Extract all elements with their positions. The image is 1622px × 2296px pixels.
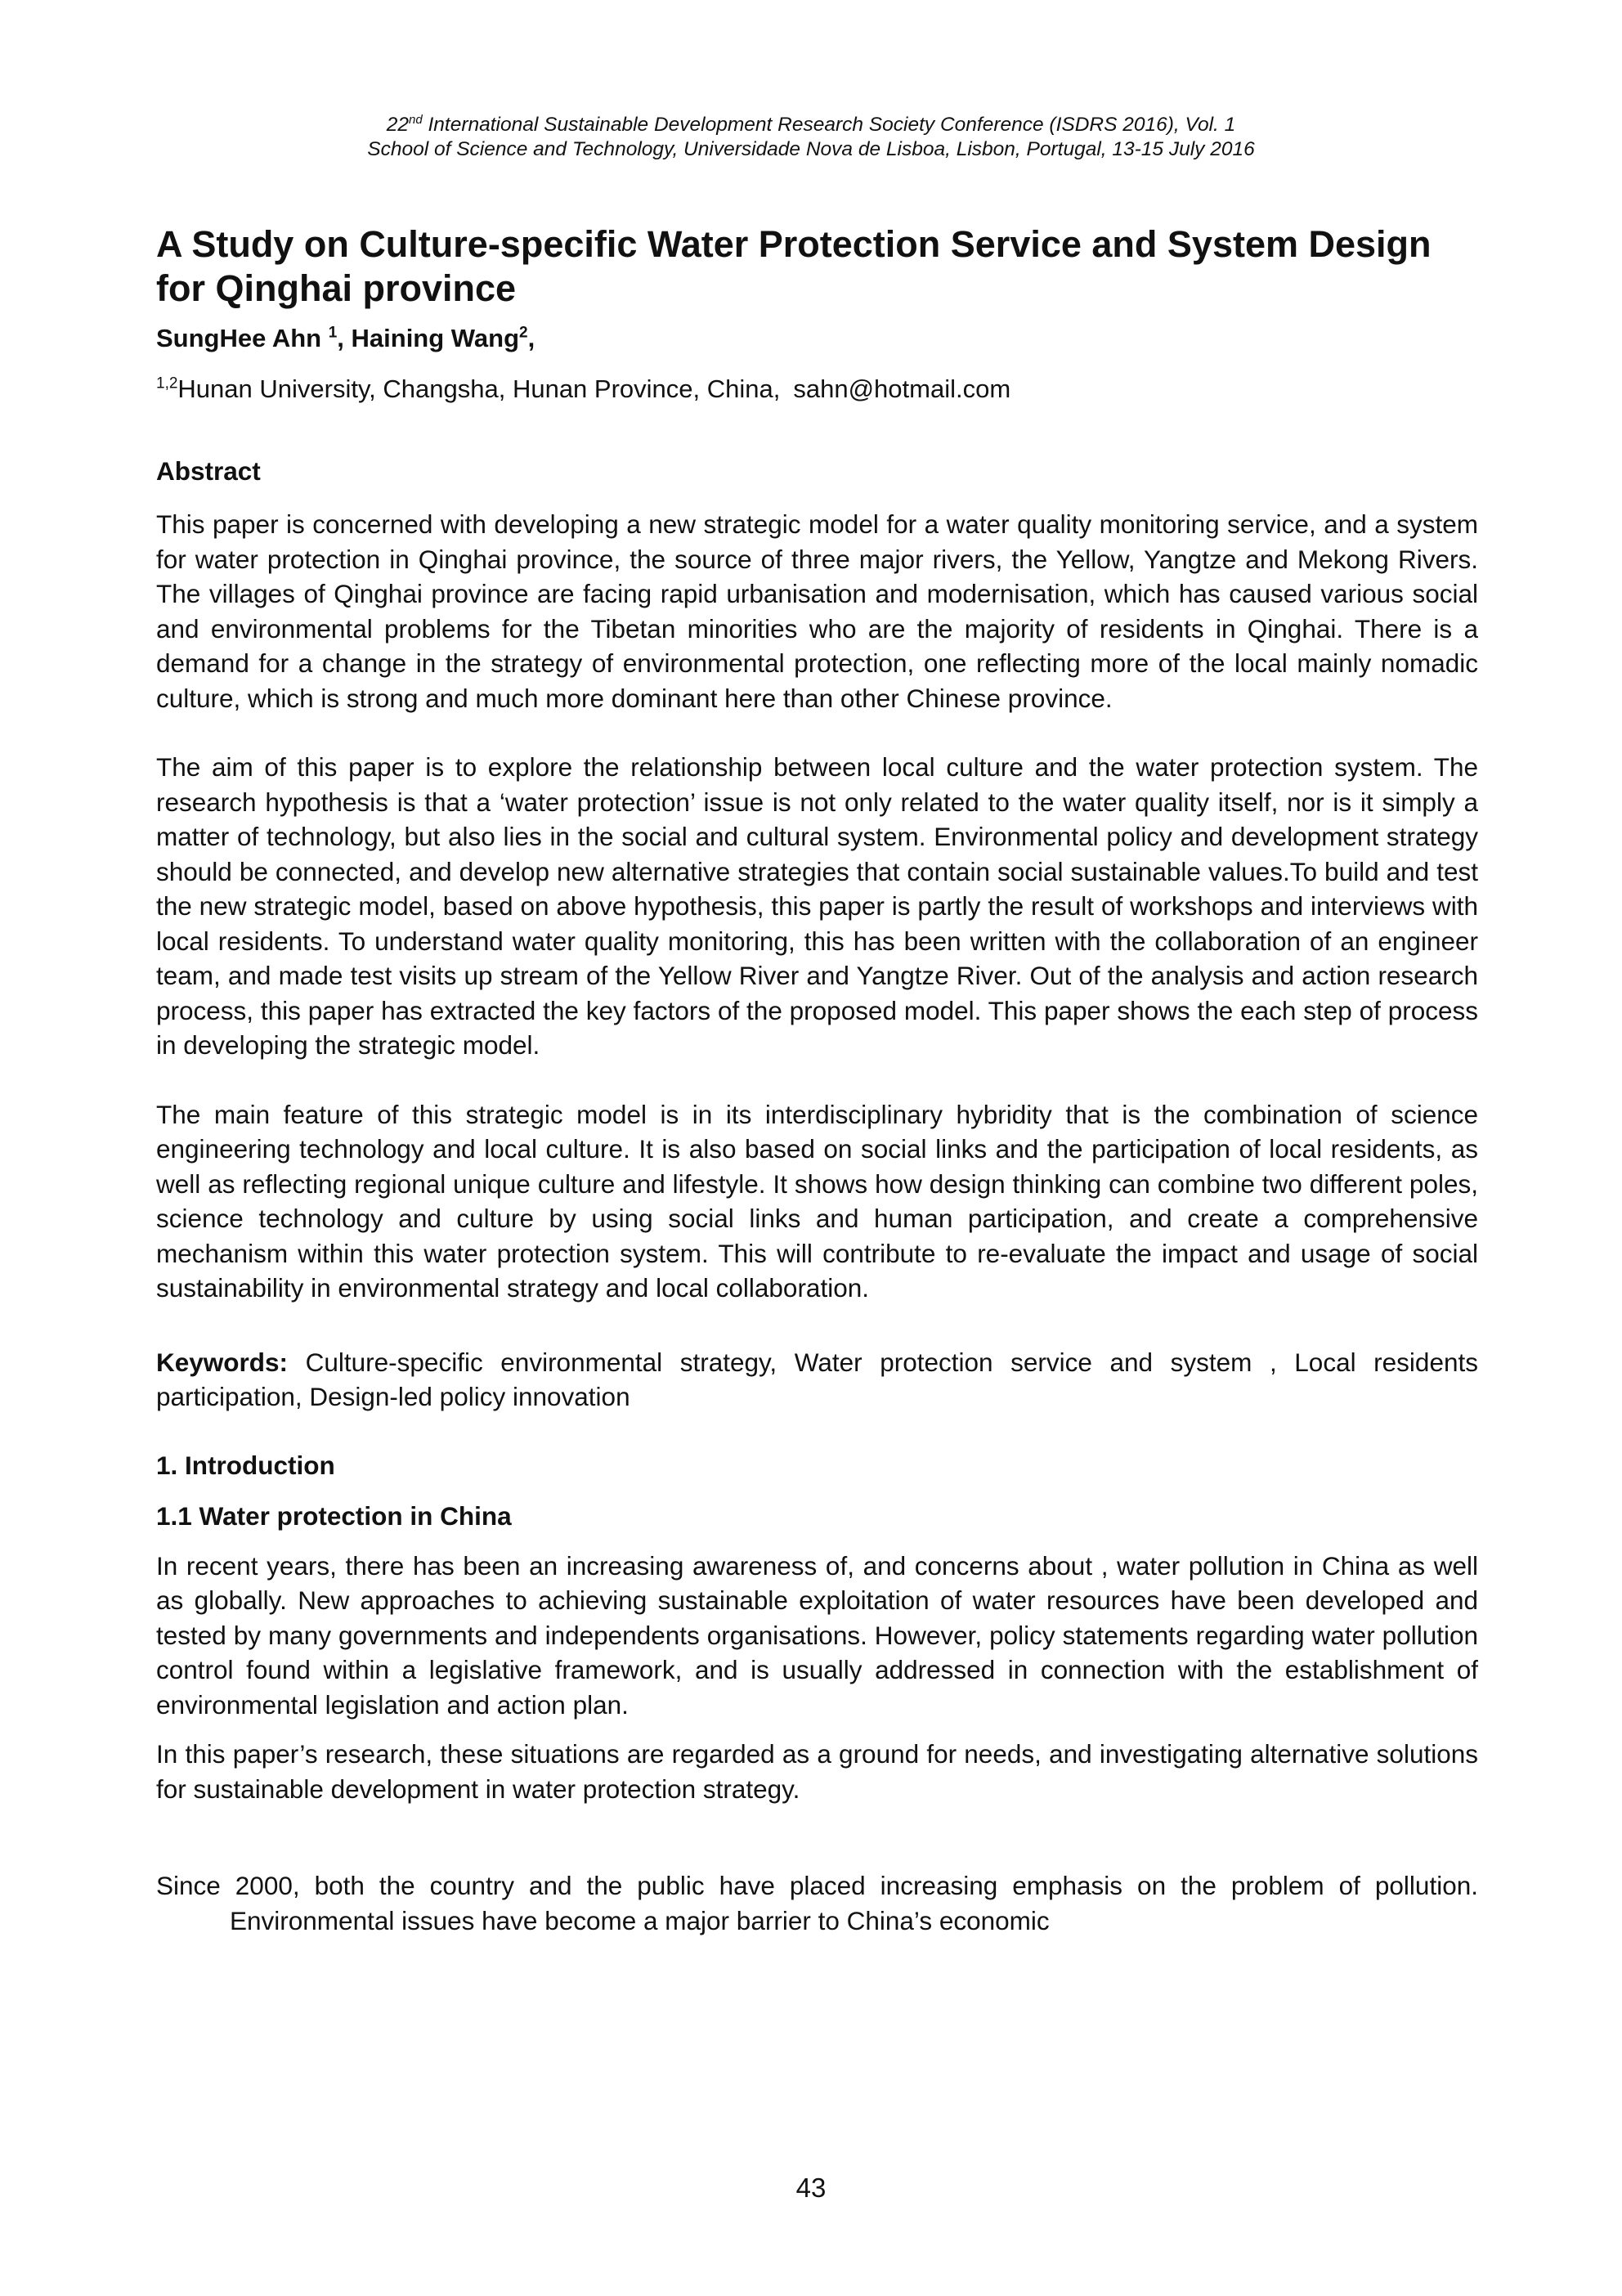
- conference-header-line-1: 22nd International Sustainable Development Research Society Conference (ISDRS 2016), Vol. 1: [386, 112, 1236, 136]
- author-list: SungHee Ahn $^1$, Haining Wang$^2$,: [156, 324, 535, 352]
- subsection-heading: 1.1 Water protection in China: [156, 1500, 512, 1531]
- abstract-heading: Abstract: [156, 456, 261, 486]
- affiliation-text: Hunan University, Changsha, Hunan Province, China,: [177, 374, 781, 403]
- paper-body: [156, 222, 1478, 1938]
- conference-header-line-2: School of Science and Technology, Universidade Nova de Lisboa, Lisbon, Portugal, 13-15 July 2016: [367, 138, 1255, 160]
- author-email[interactable]: sahn@hotmail.com: [793, 374, 1011, 403]
- author-affiliation-marker: 2: [519, 324, 528, 342]
- abstract-paragraph: This paper is concerned with developing a new strategic model for a water quality monitoring service, and a system for water protection in Qinghai province, the source of three major rivers, the Yellow, Yangtze and Mekong Rivers. The villages of Qinghai province are facing rapid urbanisation and modernisation, which has caused various social and environmental problems for the Tibetan minorities who are the majority of residents in Qinghai. There is a demand for a change in the strategy of environmental protection, one reflecting more of the local mainly nomadic culture, which is strong and much more dominant here than other Chinese province.: [156, 509, 1478, 713]
- keywords-text: Culture-specific environmental strategy, Water protection service and system , Local residents participation, Design-led policy innovation: [156, 1347, 1478, 1411]
- conference-header: [0, 113, 1622, 162]
- paper-title: A Study on Culture-specific Water Protection Service and System Design for Qinghai province: [156, 223, 1432, 309]
- affiliation: [156, 373, 1478, 406]
- affiliation-marker: 1,2: [156, 374, 178, 392]
- body-paragraph: In this paper’s research, these situations are regarded as a ground for needs, and investigating alternative solutions for sustainable development in water protection strategy.: [156, 1739, 1478, 1804]
- author-affiliation-marker: 1: [328, 324, 338, 342]
- author-name: SungHee Ahn: [156, 324, 329, 352]
- author-name: Haining Wang: [351, 324, 520, 352]
- abstract-paragraph: The main feature of this strategic model is in its interdisciplinary hybridity that is the combination of science engineering technology and local culture. It is also based on social links and the participation of local residents, as well as reflecting regional unique culture and lifestyle. It shows how design thinking can combine two different poles, science technology and culture by using social links and human participation, and create a comprehensive mechanism within this water protection system. This will contribute to re-evaluate the impact and usage of social sustainability in environmental strategy and local collaboration.: [156, 1099, 1478, 1303]
- keywords-label: Keywords:: [156, 1347, 289, 1377]
- section-heading-introduction: 1. Introduction: [156, 1450, 335, 1480]
- page-number: 43: [795, 2173, 827, 2203]
- abstract-paragraph: The aim of this paper is to explore the relationship between local culture and the water protection system. The research hypothesis is that a ‘water protection’ issue is not only related to the water quality itself, nor is it simply a matter of technology, but also lies in the social and cultural system. Environmental policy and development strategy should be connected, and develop new alternative strategies that contain social sustainable values.To build and test the new strategic model, based on above hypothesis, this paper is partly the result of workshops and interviews with local residents. To understand water quality monitoring, this has been written with the collaboration of an engineer team, and made test visits up stream of the Yellow River and Yangtze River. Out of the analysis and action research process, this paper has extracted the key factors of the proposed model. This paper shows the each step of process in developing the strategic model.: [156, 752, 1478, 1060]
- body-paragraph: Since 2000, both the country and the public have placed increasing emphasis on the problem of pollution. Environmental issues have become a major barrier to China’s economic: [156, 1871, 1478, 1935]
- body-paragraph: In recent years, there has been an increasing awareness of, and concerns about , water pollution in China as well as globally. New approaches to achieving sustainable exploitation of water resources have been developed and tested by many governments and independents organisations. However, policy statements regarding water pollution control found within a legislative framework, and is usually addressed in connection with the establishment of environmental legislation and action plan.: [156, 1550, 1478, 1720]
- keywords: [156, 1345, 1478, 1415]
